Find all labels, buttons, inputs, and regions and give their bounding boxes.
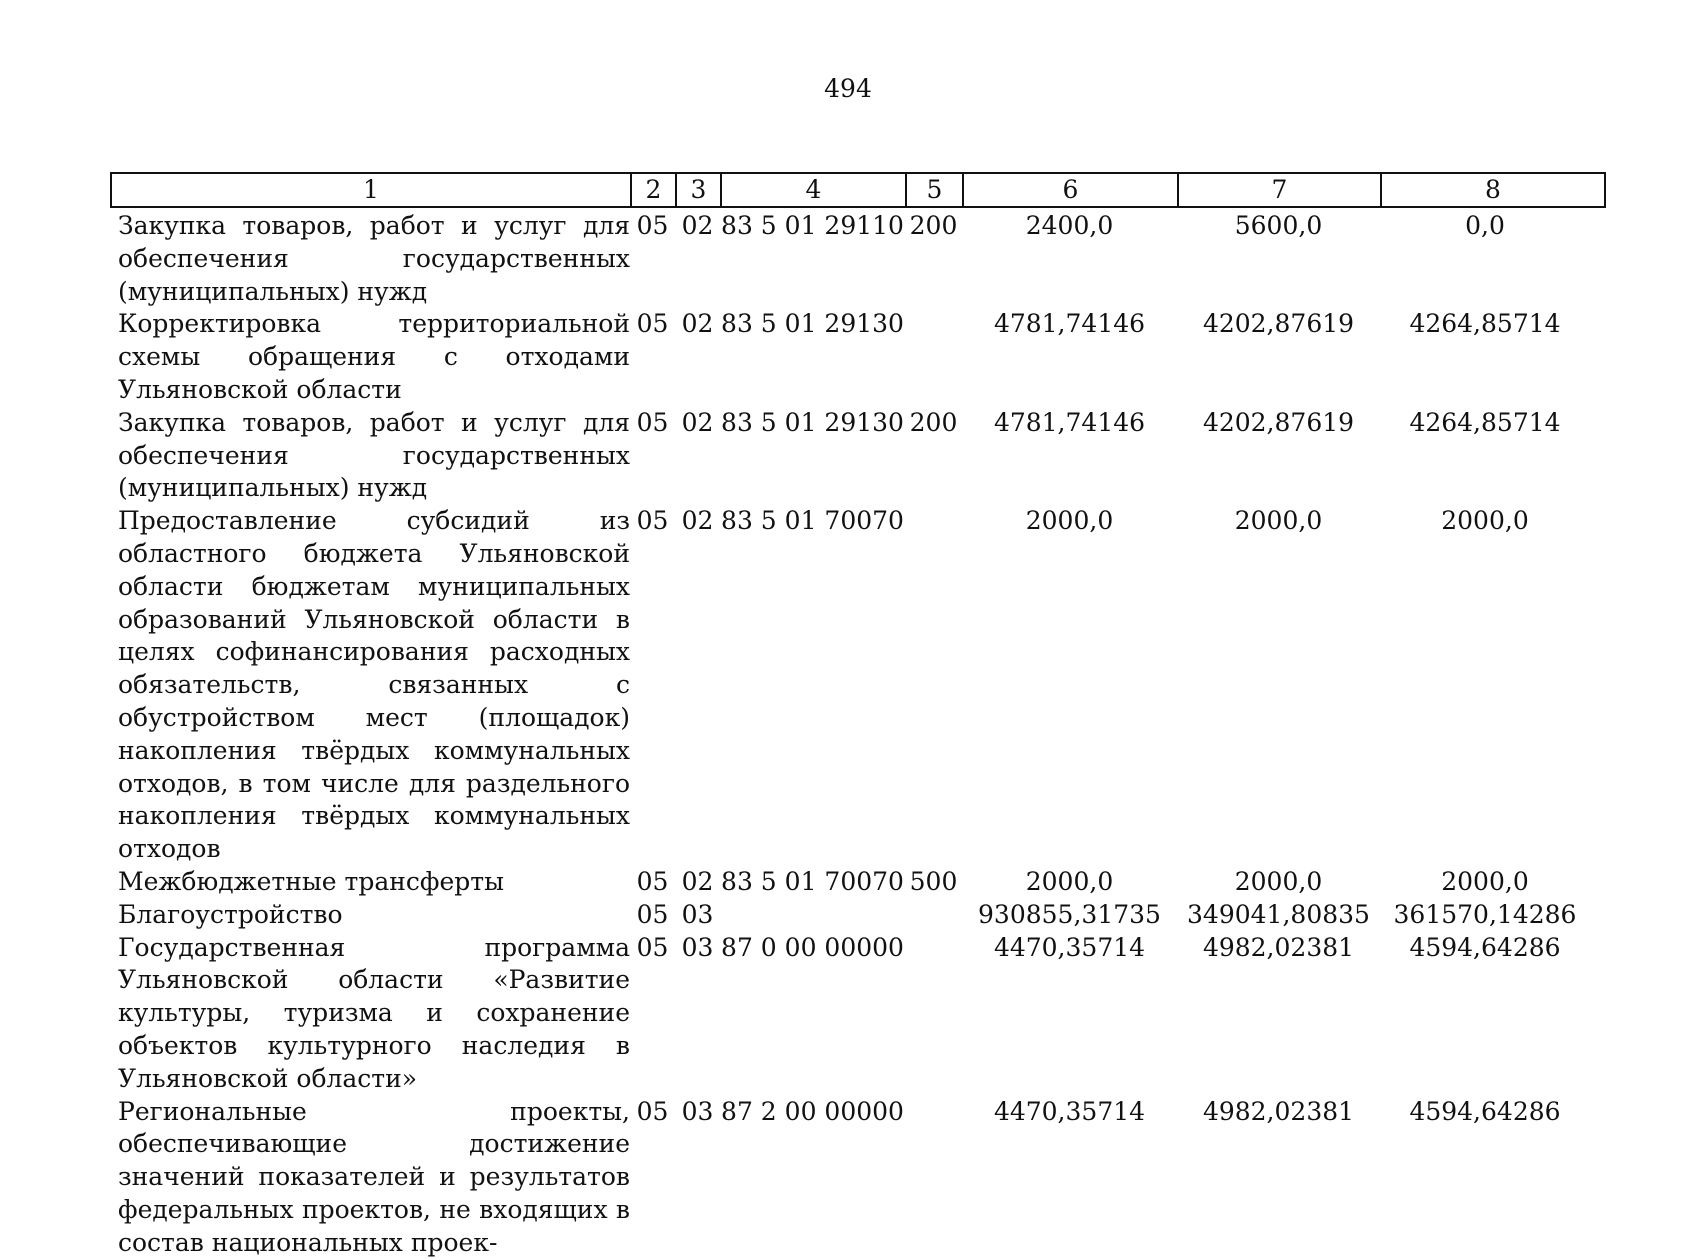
row-value-col7: 4202,87619 (1202, 309, 1355, 339)
row-value-col7: 2000,0 (1234, 866, 1323, 896)
table-row (110, 407, 1604, 505)
row-csr: 83 5 01 29130 (721, 309, 904, 339)
row-value-col7: 4982,02381 (1202, 932, 1355, 962)
row-value-col6: 4470,35714 (993, 932, 1146, 962)
row-value-col8: 2000,0 (1441, 866, 1529, 896)
column-header-1: 1 (111, 173, 631, 207)
row-razdel: 05 (636, 866, 669, 896)
table-row (110, 866, 1604, 899)
row-podrazdel: 02 (681, 211, 714, 240)
row-value-col8: 4264,85714 (1409, 309, 1561, 339)
row-value-col6: 2000,0 (1025, 506, 1114, 536)
table-row (110, 308, 1604, 406)
column-header-6: 6 (963, 173, 1178, 207)
row-vr (905, 308, 962, 406)
table-row (110, 1096, 1604, 1260)
row-vr (905, 1096, 962, 1260)
row-vr (905, 505, 962, 866)
row-podrazdel: 02 (681, 866, 714, 896)
row-csr: 83 5 01 29130 (721, 407, 904, 437)
row-razdel: 05 (636, 932, 669, 962)
row-value-col8: 2000,0 (1441, 506, 1529, 536)
row-podrazdel: 03 (681, 899, 714, 929)
page-number: 494 (824, 74, 872, 103)
column-header-8: 8 (1381, 173, 1605, 207)
row-podrazdel: 02 (681, 506, 714, 536)
row-csr: 83 5 01 29110 (721, 211, 904, 240)
row-razdel: 05 (636, 407, 669, 437)
row-value-col6: 2400,0 (1025, 211, 1114, 240)
row-podrazdel: 02 (681, 407, 714, 437)
column-header-7: 7 (1178, 173, 1381, 207)
budget-table-body (110, 210, 1604, 1260)
row-razdel: 05 (636, 211, 669, 240)
row-name: Закупка товаров, работ и услуг для обеспечения государственных (муниципальных) нужд (118, 211, 630, 306)
row-vr: 500 (909, 866, 958, 896)
table-row (110, 899, 1604, 932)
column-header-4: 4 (721, 173, 906, 207)
row-value-col8: 0,0 (1465, 211, 1505, 240)
column-header-5: 5 (906, 173, 963, 207)
row-podrazdel: 03 (681, 1096, 714, 1126)
table-row (110, 505, 1604, 866)
row-value-col7: 4202,87619 (1202, 407, 1355, 437)
row-name: Благоустройство (118, 899, 343, 929)
row-value-col7: 5600,0 (1234, 211, 1323, 240)
row-value-col6: 4781,74146 (993, 407, 1146, 437)
column-header-3: 3 (676, 173, 721, 207)
row-value-col6: 930855,31735 (978, 899, 1161, 929)
row-value-col7: 349041,80835 (1187, 899, 1370, 929)
row-value-col8: 4264,85714 (1409, 407, 1561, 437)
row-podrazdel: 02 (681, 309, 714, 339)
row-value-col8: 4594,64286 (1409, 932, 1561, 962)
row-name: Предоставление субсидий из областного бюджета Ульяновской области бюджетам муниципальных образований Ульяновской области в целях софинансирования расходных обязательств, связанных с обустройством мест (площадок) накопления твёрдых коммунальных отходов, в том числе для раздельного накопления твёрдых коммунальных отходов (118, 506, 630, 864)
row-razdel: 05 (636, 309, 669, 339)
row-csr (720, 899, 905, 932)
table-row (110, 210, 1604, 308)
row-name: Региональные проекты, обеспечивающие достижение значений показателей и результатов федеральных проектов, не входящих в состав национальных проек- (118, 1096, 630, 1257)
row-value-col7: 2000,0 (1234, 506, 1323, 536)
row-csr: 83 5 01 70070 (721, 866, 904, 896)
row-csr: 87 2 00 00000 (721, 1096, 904, 1126)
row-value-col6: 2000,0 (1025, 866, 1114, 896)
row-name: Межбюджетные трансферты (118, 866, 505, 896)
row-value-col6: 4781,74146 (993, 309, 1146, 339)
row-value-col6: 4470,35714 (993, 1096, 1146, 1126)
row-name: Корректировка территориальной схемы обращения с отходами Ульяновской области (118, 309, 630, 404)
row-razdel: 05 (636, 899, 669, 929)
row-vr (905, 899, 962, 932)
row-value-col7: 4982,02381 (1202, 1096, 1355, 1126)
row-vr (905, 932, 962, 1096)
row-value-col8: 4594,64286 (1409, 1096, 1561, 1126)
row-razdel: 05 (636, 1096, 669, 1126)
row-name: Закупка товаров, работ и услуг для обеспечения государственных (муниципальных) нужд (118, 407, 630, 503)
column-header-row (111, 173, 1605, 207)
row-vr: 200 (909, 211, 958, 240)
row-csr: 87 0 00 00000 (721, 932, 904, 962)
row-podrazdel: 03 (681, 932, 714, 962)
row-name: Государственная программа Ульяновской области «Развитие культуры, туризма и сохранение объектов культурного наследия в Ульяновской области» (118, 932, 630, 1093)
row-vr: 200 (909, 407, 958, 437)
row-value-col8: 361570,14286 (1393, 899, 1577, 929)
table-row (110, 932, 1604, 1096)
column-header-2: 2 (631, 173, 676, 207)
row-csr: 83 5 01 70070 (721, 506, 904, 536)
column-header-table (110, 172, 1606, 208)
row-razdel: 05 (636, 506, 669, 536)
